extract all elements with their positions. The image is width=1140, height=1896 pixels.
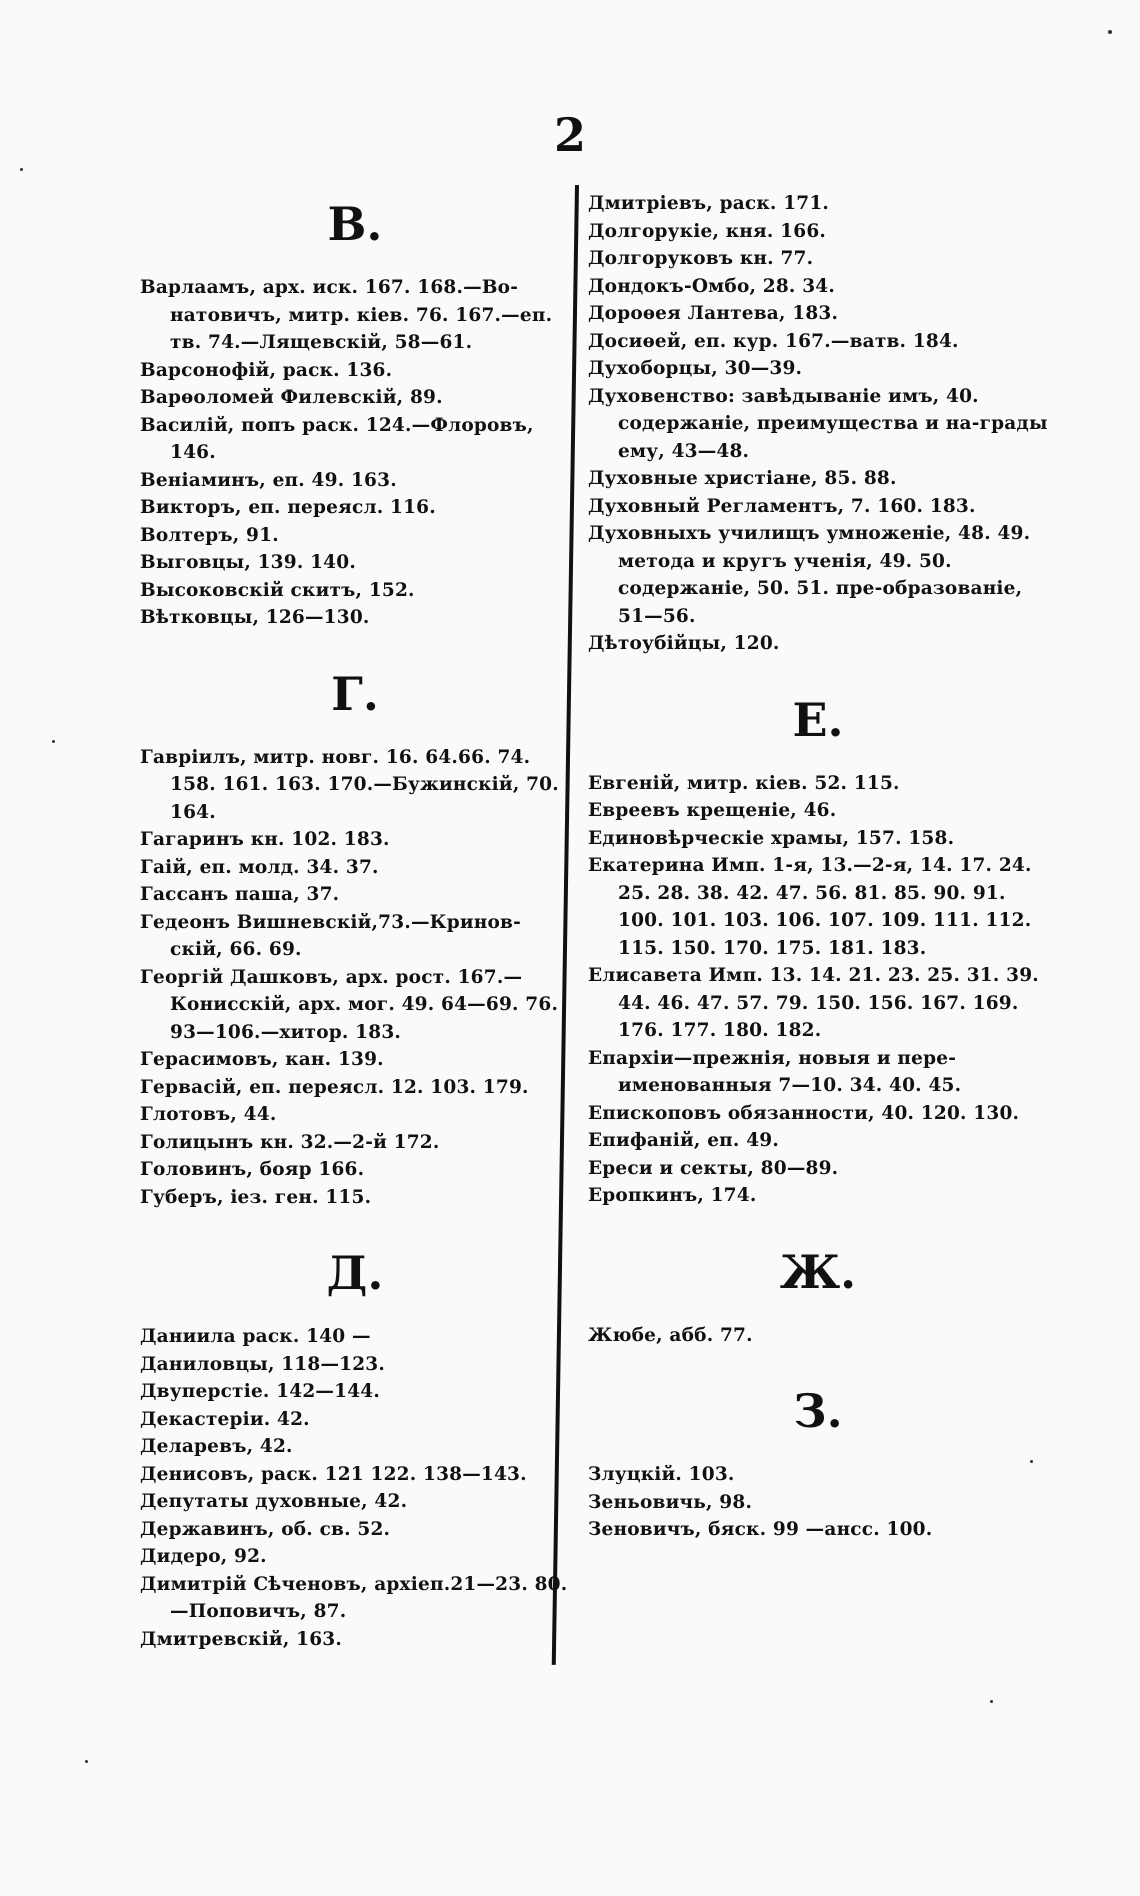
index-entry: Гервасій, еп. переясл. 12. 103. 179. [140, 1076, 529, 1098]
index-entry: Викторъ, еп. переясл. 116. [140, 497, 436, 518]
index-entry: Волтеръ, 91. [140, 524, 279, 546]
section-gap [588, 1210, 1048, 1238]
index-entry: Гагаринъ кн. 102. 183. [140, 829, 390, 850]
section-letter: Д. [326, 1246, 384, 1300]
section-gap [588, 1349, 1048, 1377]
left-column [140, 190, 570, 1653]
index-entry: Духовные христіане, 85. 88. [588, 468, 897, 489]
index-entry: Епархіи—прежнія, новыя и пере-именованныя 7—10. 34. 40. 45. [588, 1047, 962, 1096]
index-entry: Выговцы, 139. 140. [140, 552, 356, 573]
index-entry: Дороѳея Лантева, 183. [588, 303, 839, 324]
index-entry: Зеновичъ, бяск. 99 —ансс. 100. [588, 1519, 933, 1540]
section-letter: Ж. [779, 1244, 857, 1299]
index-entry: Дидеро, 92. [140, 1546, 267, 1567]
index-entry: Гедеонъ Вишневскій,73.—Кринов-скій, 66. 69. [140, 911, 521, 960]
index-entry: Духовныхъ училищъ умноженіе, 48. 49. метода и кругъ ученія, 49. 50. содержаніе, 50. 51. пре-образованіе, 51—56. [588, 523, 1031, 627]
right-column [588, 190, 1048, 1544]
index-entry: Денисовъ, раск. 121 122. 138—143. [140, 1463, 527, 1485]
index-entry: Дѣтоубійцы, 120. [588, 633, 780, 654]
index-entry: Даниила раск. 140 — [140, 1326, 371, 1347]
index-entry: Евреевъ крещеніе, 46. [588, 800, 837, 821]
index-entry: Злуцкій. 103. [588, 1464, 735, 1485]
index-entry: Екатерина Имп. 1-я, 13.—2-я, 14. 17. 24. 25. 28. 38. 42. 47. 56. 81. 85. 90. 91. 100. 101. 103. 106. 107. 109. 111. 112. 115. 150. 170. 175. 181. 183. [588, 855, 1032, 959]
index-entry: Варсонофій, раск. 136. [140, 359, 393, 381]
index-entry: Декастеріи. 42. [140, 1408, 310, 1430]
index-entry: Варлаамъ, арх. иск. 167. 168.—Во-натовичъ, митр. кіев. 76. 167.—еп. тв. 74.—Лящевскій, 58—61. [140, 277, 553, 353]
section-letter: Е. [792, 692, 844, 747]
index-entry: Епископовъ обязанности, 40. 120. 130. [588, 1102, 1020, 1124]
scan-speck [990, 1700, 993, 1703]
index-entry: Голицынъ кн. 32.—2-й 172. [140, 1131, 440, 1153]
index-entry: Губеръ, іез. ген. 115. [140, 1186, 372, 1208]
index-entry: Высоковскій скитъ, 152. [140, 579, 415, 601]
scan-speck [20, 168, 23, 171]
index-entry: Варѳоломей Филевскій, 89. [140, 387, 443, 408]
scan-speck [1030, 1460, 1033, 1463]
index-entry: Евгеній, митр. кіев. 52. 115. [588, 772, 900, 794]
section-letter: З. [793, 1384, 843, 1438]
index-entry: Деларевъ, 42. [140, 1436, 293, 1457]
index-entry: Духовенство: завѣдываніе имъ, 40. содержаніе, преимущества и на-грады ему, 43—48. [588, 385, 1048, 462]
index-entry: Герасимовъ, кан. 139. [140, 1049, 384, 1070]
index-entry: Георгій Дашковъ, арх. рост. 167.—Конисскій, арх. мог. 49. 64—69. 76. 93—106.—хитор. 183. [140, 966, 559, 1043]
index-entry: Гассанъ паша, 37. [140, 884, 340, 905]
index-entry: Вѣтковцы, 126—130. [140, 607, 370, 628]
index-entry: Дмитревскій, 163. [140, 1628, 342, 1650]
index-entry: Досиѳей, еп. кур. 167.—ватв. 184. [588, 330, 959, 352]
index-entry: Единовѣрческіе храмы, 157. 158. [588, 827, 955, 849]
index-entry: Дондокъ-Омбо, 28. 34. [588, 275, 835, 297]
index-entry: Веніаминъ, еп. 49. 163. [140, 469, 397, 491]
scan-speck [52, 740, 55, 743]
index-entry: Димитрій Сѣченовъ, архіеп.21—23. 80.—Поповичъ, 87. [140, 1573, 568, 1622]
index-entry: Державинъ, об. св. 52. [140, 1518, 391, 1540]
scan-speck [85, 1760, 88, 1763]
index-entry: Духовный Регламентъ, 7. 160. 183. [588, 495, 976, 517]
index-entry: Жюбе, абб. 77. [588, 1324, 753, 1346]
index-entry: Еропкинъ, 174. [588, 1185, 757, 1206]
index-entry: Гавріилъ, митр. новг. 16. 64.66. 74. 158. 161. 163. 170.—Бужинскій, 70. 164. [140, 746, 559, 823]
index-entry: Епифаній, еп. 49. [588, 1130, 779, 1151]
index-entry: Елисавета Имп. 13. 14. 21. 23. 25. 31. 39. 44. 46. 47. 57. 79. 150. 156. 167. 169. 176. 177. 180. 182. [588, 965, 1039, 1041]
index-entry: Глотовъ, 44. [140, 1104, 277, 1125]
index-entry: Двуперстіе. 142—144. [140, 1381, 380, 1402]
index-entry: Гаій, еп. молд. 34. 37. [140, 856, 379, 878]
index-entry: Духоборцы, 30—39. [588, 358, 803, 379]
section-gap [140, 1211, 570, 1239]
section-gap [140, 632, 570, 660]
index-entry: Дмитріевъ, раск. 171. [588, 193, 830, 214]
section-letter: Г. [331, 666, 379, 721]
index-entry: Депутаты духовные, 42. [140, 1491, 408, 1512]
page-number: 2 [553, 108, 586, 162]
index-entry: Зеньовичь, 98. [588, 1491, 753, 1513]
section-letter: В. [327, 197, 383, 251]
index-entry: Даниловцы, 118—123. [140, 1353, 386, 1375]
index-entry: Долгорукіе, кня. 166. [588, 220, 827, 242]
index-entry: Долгоруковъ кн. 77. [588, 248, 814, 269]
index-entry: Ереси и секты, 80—89. [588, 1157, 839, 1179]
index-entry: Василій, попъ раск. 124.—Флоровъ, 146. [140, 414, 534, 463]
section-gap [588, 658, 1048, 686]
scan-speck [1108, 30, 1112, 34]
index-entry: Головинъ, бояр 166. [140, 1159, 365, 1180]
